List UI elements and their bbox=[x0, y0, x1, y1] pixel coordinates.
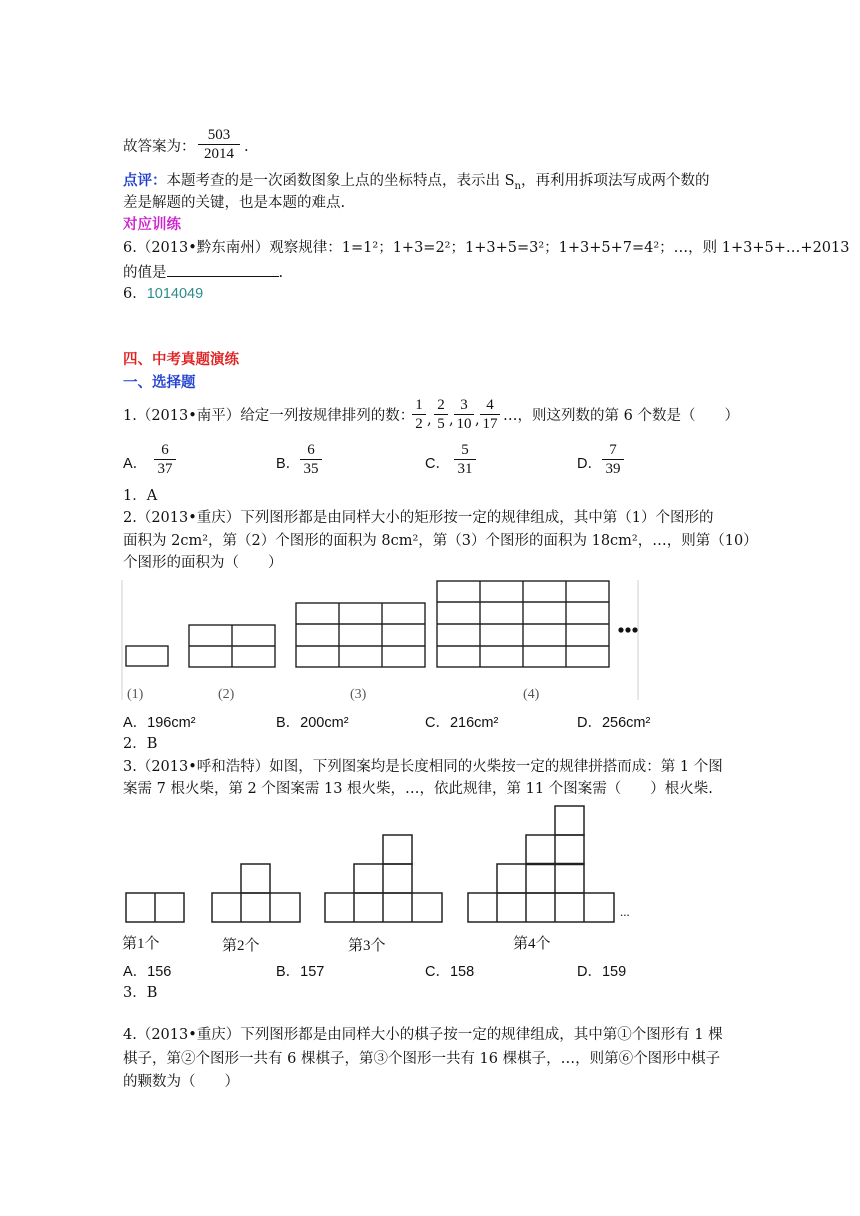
q4-line-3: 的颗数为（ ） bbox=[123, 1074, 239, 1090]
q1-seq-3-den: 10 bbox=[454, 414, 474, 433]
q6-answer-number: 6． bbox=[123, 286, 147, 302]
q1-option-d-den: 39 bbox=[602, 459, 624, 478]
q2-caption-4: (4) bbox=[523, 687, 540, 702]
q4-line-2: 棋子，第②个图形一共有 6 棵棋子，第③个图形一共有 16 棵棋子，…，则第⑥个图形中棋子 bbox=[123, 1051, 721, 1067]
q1-option-b-num: 6 bbox=[307, 442, 315, 458]
q2-fig2-grid bbox=[189, 625, 275, 667]
q1-option-b-label: B． bbox=[276, 456, 301, 472]
q2-line-3: 个图形的面积为（ ） bbox=[123, 555, 283, 571]
answer-prefix: 故答案为： bbox=[123, 139, 196, 155]
comment-line-2: 差是解题的关键，也是本题的难点. bbox=[123, 195, 346, 211]
answer-end: . bbox=[244, 139, 249, 155]
q1-option-c-num: 5 bbox=[461, 442, 469, 458]
q1-option-d-label: D． bbox=[577, 456, 602, 472]
q3-option-c: C．158 bbox=[425, 964, 475, 980]
q3-line-2: 案需 7 根火柴，第 2 个图案需 13 根火柴，…，依此规律，第 11 个图案需（ ）根火柴. bbox=[123, 781, 713, 797]
q1-option-a-label: A． bbox=[123, 456, 148, 472]
q1-answer: 1．A bbox=[123, 488, 158, 504]
q1-option-a-num: 6 bbox=[161, 442, 169, 458]
q6-end: . bbox=[278, 265, 284, 281]
q3-caption-4: 第4个 bbox=[513, 936, 551, 952]
comment-subscript: n bbox=[514, 180, 521, 192]
q1-seq-4-num: 4 bbox=[486, 397, 494, 413]
q2-caption-1: (1) bbox=[127, 687, 144, 702]
q2-option-a: A．196cm² bbox=[123, 715, 196, 731]
q3-fig4 bbox=[468, 806, 614, 922]
q2-line-1: 2.（2013•重庆）下列图形都是由同样大小的矩形按一定的规律组成，其中第（1）个图形的 bbox=[123, 510, 714, 526]
answer-numerator: 503 bbox=[207, 127, 231, 143]
q3-fig2 bbox=[212, 864, 300, 922]
q1-seq-3-num: 3 bbox=[460, 397, 468, 413]
q1-option-b-den: 35 bbox=[300, 459, 322, 478]
q3-fig3 bbox=[325, 835, 442, 922]
q1-option-c-den: 31 bbox=[454, 459, 476, 478]
q1-option-a-den: 37 bbox=[154, 459, 176, 478]
q1-seq-2-den: 5 bbox=[434, 414, 448, 433]
q1-comma-2: , bbox=[449, 412, 454, 428]
q3-option-a: A．156 bbox=[123, 964, 172, 980]
comment-label: 点评： bbox=[123, 172, 167, 189]
q2-fig1-rect bbox=[126, 646, 168, 666]
q1-comma-3: , bbox=[475, 412, 480, 428]
q4-line-1: 4.（2013•重庆）下列图形都是由同样大小的棋子按一定的规律组成，其中第①个图形有 1 棵 bbox=[123, 1027, 723, 1043]
q2-fig3-grid bbox=[296, 603, 425, 667]
q3-ellipsis: ... bbox=[620, 904, 630, 919]
q3-answer: 3．B bbox=[123, 985, 158, 1001]
q2-option-c: C．216cm² bbox=[425, 715, 499, 731]
q1-seq-2-num: 2 bbox=[437, 397, 445, 413]
sub-heading: 一、选择题 bbox=[123, 374, 196, 391]
answer-denominator: 2014 bbox=[198, 144, 240, 163]
comment-text-1-end: ，再利用拆项法写成两个数的 bbox=[521, 173, 710, 189]
q6-text: 的值是 bbox=[123, 265, 167, 281]
comment-text-1: 本题考查的是一次函数图象上点的坐标特点，表示出 S bbox=[166, 173, 515, 189]
training-heading: 对应训练 bbox=[123, 216, 181, 233]
q1-option-d-num: 7 bbox=[609, 442, 617, 458]
q2-caption-2: (2) bbox=[218, 687, 235, 702]
q2-fig4-grid bbox=[437, 581, 609, 667]
q2-option-d: D．256cm² bbox=[577, 715, 651, 731]
q3-option-d: D．159 bbox=[577, 964, 627, 980]
q1-comma-1: , bbox=[427, 412, 432, 428]
q2-line-2: 面积为 2cm²，第（2）个图形的面积为 8cm²，第（3）个图形的面积为 18cm²，…，则第（10） bbox=[123, 533, 758, 549]
q6-line-1: 6.（2013•黔东南州）观察规律：1=1²；1+3=2²；1+3+5=3²；1+3+5+7=4²；…，则 1+3+5+…+2013 bbox=[123, 240, 850, 256]
q3-option-b: B．157 bbox=[276, 964, 325, 980]
q2-answer: 2．B bbox=[123, 736, 158, 752]
q3-fig1 bbox=[126, 893, 184, 922]
q1-seq-1-num: 1 bbox=[415, 397, 423, 413]
q1-prefix: 1.（2013•南平）给定一列按规律排列的数： bbox=[123, 408, 415, 424]
q3-caption-3: 第3个 bbox=[348, 938, 386, 954]
q2-option-b: B．200cm² bbox=[276, 715, 349, 731]
q2-ellipsis-dots bbox=[618, 627, 637, 632]
q1-option-c-label: C． bbox=[425, 456, 450, 472]
q3-caption-2: 第2个 bbox=[222, 938, 260, 954]
q3-line-1: 3.（2013•呼和浩特）如图，下列图案均是长度相同的火柴按一定的规律拼搭而成：第 1 个图 bbox=[123, 759, 723, 775]
q6-answer: 1014049 bbox=[146, 286, 204, 302]
section-heading: 四、中考真题演练 bbox=[123, 351, 239, 368]
q1-seq-1-den: 2 bbox=[412, 414, 426, 433]
q2-caption-3: (3) bbox=[350, 687, 367, 702]
q1-suffix: …，则这列数的第 6 个数是（ ） bbox=[503, 408, 739, 424]
q1-seq-4-den: 17 bbox=[480, 414, 500, 433]
q3-caption-1: 第1个 bbox=[122, 936, 160, 952]
